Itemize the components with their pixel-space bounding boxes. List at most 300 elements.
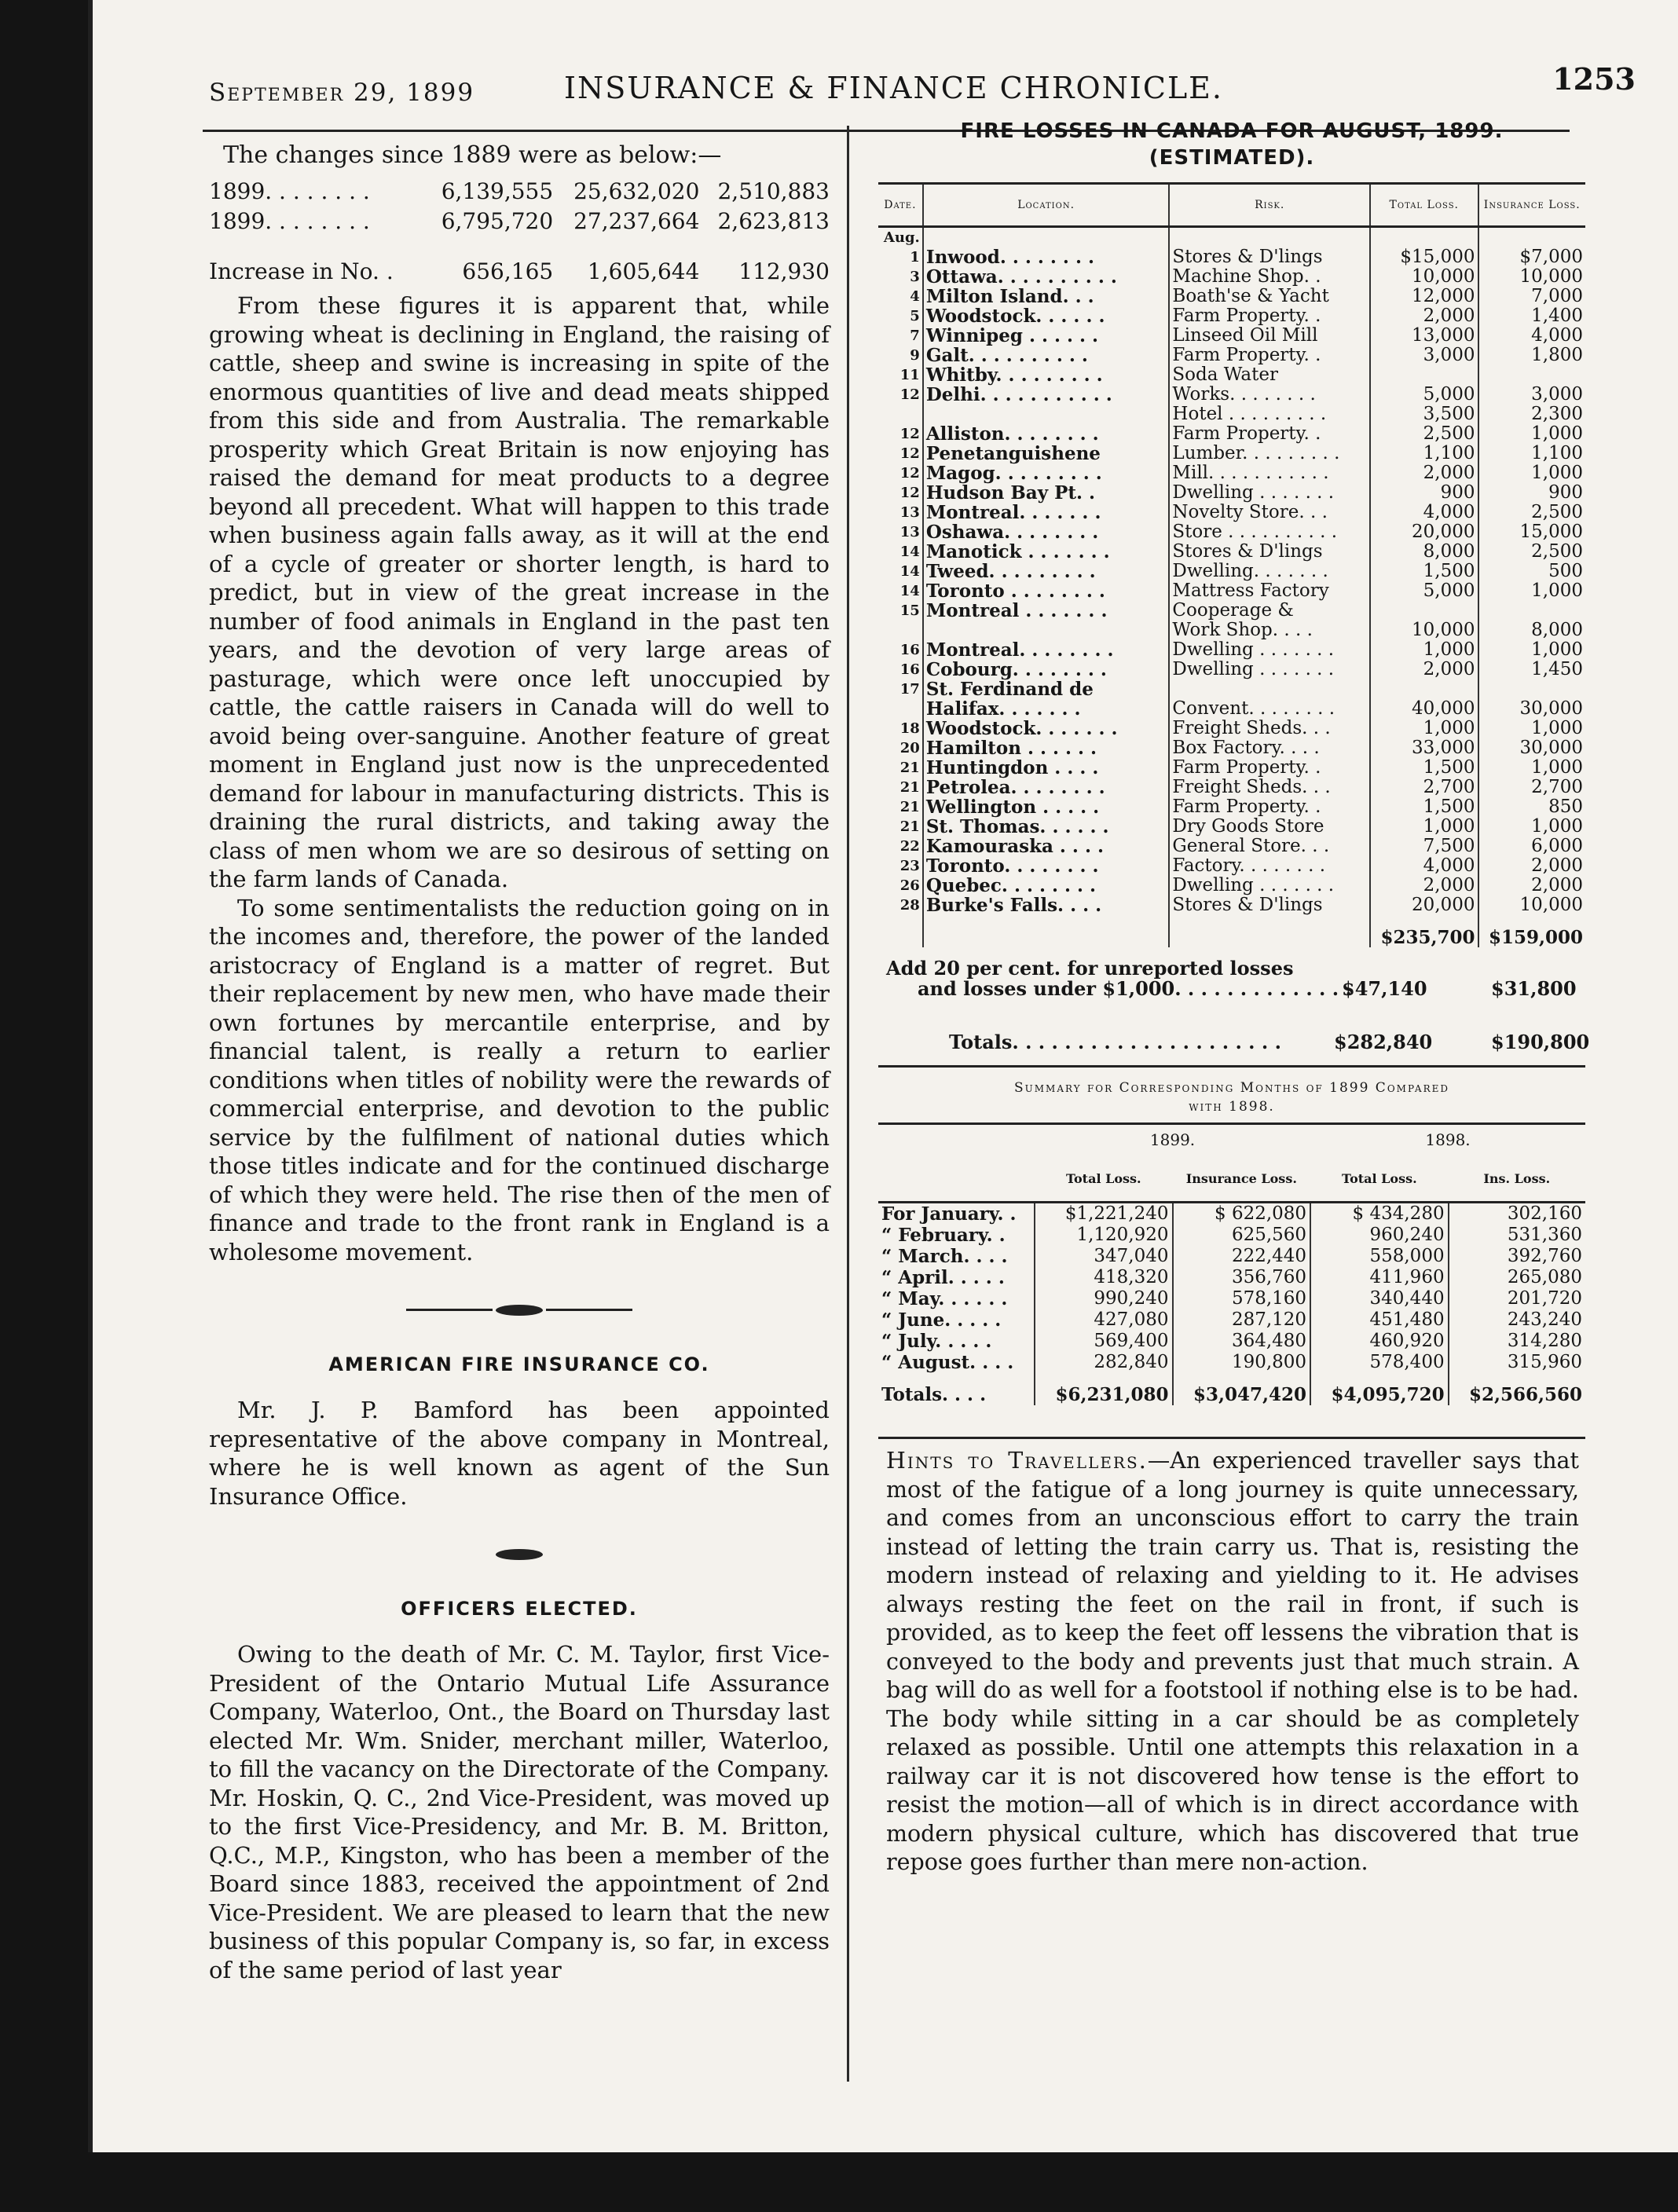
loss-cell-tl: 4,000 [1370, 856, 1478, 876]
changes-intro: The changes since 1889 were as below:— [223, 141, 722, 169]
loss-cell-il [1478, 679, 1585, 699]
loss-cell-risk: Soda Water [1169, 365, 1370, 385]
loss-cell-dt [878, 621, 923, 640]
loss-cell-risk: Boath'se & Yacht [1169, 287, 1370, 306]
summary-cell: 418,320 [1035, 1267, 1173, 1288]
loss-row [878, 621, 1585, 640]
loss-cell-risk: Convent. . . . . . . . [1169, 699, 1370, 719]
loss-cell-tl: 1,500 [1370, 562, 1478, 581]
loss-cell-il: 1,000 [1478, 758, 1585, 778]
left-column [209, 141, 830, 1984]
stats-cell: 2,510,883 [717, 178, 830, 204]
loss-row [878, 247, 1585, 267]
loss-row [878, 601, 1585, 621]
loss-cell-risk [1169, 679, 1370, 699]
loss-cell-il: 500 [1478, 562, 1585, 581]
loss-row [878, 581, 1585, 601]
loss-cell-loc: Petrolea. . . . . . . . [923, 778, 1170, 797]
loss-cell-loc [923, 621, 1170, 640]
paragraph-1: From these figures it is apparent that, while growing wheat is declining in England, the raising of cattle, sheep and swine is increasing in spite of the enormous quantities of live and dead meats shipped from this side and from Australia. The remarkable prosperity which Great Britain is now enjoying has raised the demand for meat products to a degree beyond all precedent. What will happen to this trade when business again falls away, as it will at the end of a cycle of greater or shorter length, is hard to predict, but in view of the great increase in the number of food animals in England in the past ten years, and the devotion of very large areas of pasturage, which were once left unoccupied by cattle, the cattle raisers in Canada will do well to avoid being over-sanguine. Another feature of great moment in England just now is the unprecedented demand for labour in manufacturing districts. This is draining the rural districts, and taking away the class of men whom we are so desirous of setting on the farm lands of Canada. [209, 292, 830, 892]
summary-row [878, 1225, 1585, 1246]
loss-cell-dt: 3 [910, 269, 920, 285]
add-line-1: Add 20 per cent. for unreported losses [886, 957, 1294, 980]
fire-losses-title-line2: (ESTIMATED). [1149, 146, 1315, 170]
summary-cell: 340,440 [1310, 1288, 1449, 1309]
loss-cell-loc: Manotick . . . . . . . [923, 542, 1170, 562]
summary-cell: 265,080 [1449, 1267, 1585, 1288]
fire-losses-table [878, 182, 1585, 947]
loss-cell-tl: 2,000 [1370, 463, 1478, 483]
loss-cell-il: 4,000 [1478, 326, 1585, 346]
add-total-loss: $47,140 [1342, 977, 1427, 1000]
subtotal-il: $159,000 [1478, 915, 1585, 947]
loss-row [878, 837, 1585, 856]
loss-cell-loc: Winnipeg . . . . . . [923, 326, 1170, 346]
loss-cell-loc: Quebec. . . . . . . . [923, 876, 1170, 895]
loss-cell-il: 2,300 [1478, 405, 1585, 424]
summary-table [878, 1122, 1585, 1405]
loss-cell-dt: 16 [899, 642, 920, 658]
loss-row [878, 778, 1585, 797]
loss-cell-il: 10,000 [1478, 267, 1585, 287]
summary-cell: 347,040 [1035, 1246, 1173, 1267]
summary-title [878, 1079, 1585, 1116]
loss-cell-tl: 4,000 [1370, 503, 1478, 522]
loss-cell-tl: 2,000 [1370, 306, 1478, 326]
summary-cell: “ June. . . . . [881, 1309, 1002, 1331]
loss-cell-tl: 5,000 [1370, 385, 1478, 405]
column-divider [847, 126, 849, 2082]
loss-cell-il: 1,000 [1478, 640, 1585, 660]
summary-cell: 569,400 [1035, 1331, 1173, 1352]
loss-cell-risk: Dwelling . . . . . . . [1169, 483, 1370, 503]
loss-row [878, 306, 1585, 326]
loss-row [878, 503, 1585, 522]
loss-cell-tl: 2,000 [1370, 660, 1478, 679]
fire-losses-title [878, 118, 1585, 171]
loss-cell-tl: 2,700 [1370, 778, 1478, 797]
loss-cell-loc: Woodstock. . . . . . . [923, 719, 1170, 738]
loss-cell-risk: Dwelling. . . . . . . [1169, 562, 1370, 581]
loss-row [878, 522, 1585, 542]
loss-cell-loc: Hudson Bay Pt. . [923, 483, 1170, 503]
loss-cell-il: 3,000 [1478, 385, 1585, 405]
summary-cell: “ May. . . . . . [881, 1288, 1008, 1309]
stats-cell: 27,237,664 [573, 208, 700, 234]
loss-cell-tl: $15,000 [1370, 247, 1478, 267]
loss-row [878, 640, 1585, 660]
increase-row [209, 237, 830, 287]
loss-cell-risk: Store . . . . . . . . . . [1169, 522, 1370, 542]
summary-cell: “ August. . . . [881, 1352, 1014, 1373]
loss-cell-tl: 2,000 [1370, 876, 1478, 895]
loss-cell-dt: 1 [910, 249, 920, 266]
loss-cell-loc: Magog. . . . . . . . . [923, 463, 1170, 483]
loss-cell-tl: 1,000 [1370, 640, 1478, 660]
header-date: September 29, 1899 [209, 79, 475, 107]
loss-cell-dt: 13 [899, 524, 920, 540]
american-heading: AMERICAN FIRE INSURANCE CO. [328, 1353, 710, 1375]
loss-cell-il: 1,000 [1478, 581, 1585, 601]
loss-cell-risk: Stores & D'lings [1169, 542, 1370, 562]
loss-cell-tl: 1,500 [1370, 758, 1478, 778]
loss-row [878, 738, 1585, 758]
loss-cell-tl [1370, 601, 1478, 621]
loss-row [878, 699, 1585, 719]
loss-cell-loc: Montreal. . . . . . . . [923, 640, 1170, 660]
summary-cell: $1,221,240 [1035, 1203, 1173, 1225]
loss-row [878, 287, 1585, 306]
loss-row [878, 895, 1585, 915]
summary-total-cell: $2,566,560 [1449, 1373, 1585, 1405]
loss-cell-il: 1,000 [1478, 463, 1585, 483]
loss-cell-il: 30,000 [1478, 738, 1585, 758]
summary-cell: 1,120,920 [1035, 1225, 1173, 1246]
totals-insurance-loss: $190,800 [1491, 1031, 1590, 1053]
loss-cell-tl [1370, 365, 1478, 385]
loss-cell-dt: 5 [910, 308, 920, 324]
loss-cell-dt: 28 [899, 897, 920, 914]
loss-cell-dt: 7 [910, 328, 920, 344]
loss-row [878, 679, 1585, 699]
col-risk: Risk. [1169, 184, 1370, 227]
summary-cell: 201,720 [1449, 1288, 1585, 1309]
summary-cell: 222,440 [1173, 1246, 1311, 1267]
summary-cell: 578,160 [1173, 1288, 1311, 1309]
add-line-2: and losses under $1,000. . . . . . . . . . . . . . [918, 977, 1352, 1000]
loss-cell-dt: 18 [899, 720, 920, 737]
summary-total-cell: $3,047,420 [1173, 1373, 1311, 1405]
loss-cell-dt: 21 [899, 779, 920, 796]
loss-cell-dt: 14 [899, 544, 920, 560]
loss-cell-tl: 1,000 [1370, 719, 1478, 738]
hints-heading: Hints to Travellers. [886, 1448, 1148, 1474]
hints-text: —An experienced traveller says that most of the fatigue of a long journey is quite unnecessary, and comes from an unconscious effort to carry the train instead of letting the train carry us. That is, resisting the modern instead of relaxing and yielding to it. He advises always resting the feet on the rail in front, if such is provided, as to keep the feet off lessens the vibration that is conveyed to the body and prevents just that much strain. A bag will do as well for a footstool if nothing else is to be had. The body while sitting in a car should be as completely relaxed as possible. Until one attempts this relaxation in a railway car it is not discovered how tense is the effort to resist the motion—all of which is in direct accordance with modern physical culture, which has discovered that true repose goes further than mere non-action. [886, 1448, 1579, 1875]
loss-cell-loc: Inwood. . . . . . . . [923, 247, 1170, 267]
loss-cell-dt: 12 [899, 445, 920, 462]
loss-cell-risk: Dwelling . . . . . . . [1169, 660, 1370, 679]
summary-cell: “ April. . . . . [881, 1267, 1005, 1288]
loss-cell-tl: 3,000 [1370, 346, 1478, 365]
loss-row [878, 267, 1585, 287]
loss-cell-il: 6,000 [1478, 837, 1585, 856]
loss-cell-loc: Milton Island. . . [923, 287, 1170, 306]
loss-cell-tl: 3,500 [1370, 405, 1478, 424]
loss-cell-risk: Mill. . . . . . . . . . . [1169, 463, 1370, 483]
loss-row [878, 542, 1585, 562]
summary-cell: For January. . [881, 1203, 1017, 1225]
summary-cell: 243,240 [1449, 1309, 1585, 1331]
loss-cell-loc: Oshawa. . . . . . . . [923, 522, 1170, 542]
header-title: INSURANCE & FINANCE CHRONICLE. [564, 71, 1223, 105]
col-insurance-loss: Insurance Loss. [1478, 184, 1585, 227]
loss-cell-risk: Dry Goods Store [1169, 817, 1370, 837]
ornament-divider [209, 1539, 830, 1568]
loss-cell-risk: Farm Property. . [1169, 797, 1370, 817]
loss-cell-dt: 16 [899, 661, 920, 678]
loss-cell-loc: Delhi. . . . . . . . . . . [923, 385, 1170, 405]
loss-cell-il: 2,000 [1478, 856, 1585, 876]
loss-cell-loc: Tweed. . . . . . . . . [923, 562, 1170, 581]
loss-row [878, 326, 1585, 346]
loss-cell-risk: Box Factory. . . . [1169, 738, 1370, 758]
loss-cell-dt [878, 699, 923, 719]
totals-total-loss: $282,840 [1334, 1031, 1433, 1053]
loss-row [878, 463, 1585, 483]
loss-cell-il: 8,000 [1478, 621, 1585, 640]
loss-cell-loc: Wellington . . . . . [923, 797, 1170, 817]
loss-cell-il: 850 [1478, 797, 1585, 817]
loss-cell-risk: Works. . . . . . . . [1169, 385, 1370, 405]
loss-cell-il: 1,400 [1478, 306, 1585, 326]
summary-row [878, 1246, 1585, 1267]
loss-cell-risk: Work Shop. . . . [1169, 621, 1370, 640]
loss-cell-loc: Toronto . . . . . . . . [923, 581, 1170, 601]
summary-row [878, 1352, 1585, 1373]
loss-cell-dt: 21 [899, 799, 920, 815]
loss-cell-risk: Hotel . . . . . . . . . [1169, 405, 1370, 424]
unreported-losses-line [878, 957, 1585, 1027]
summary-total-cell: $4,095,720 [1310, 1373, 1449, 1405]
loss-subtotal-row [878, 915, 1585, 947]
loss-row [878, 797, 1585, 817]
loss-cell-risk: Novelty Store. . . [1169, 503, 1370, 522]
loss-cell-il: 1,000 [1478, 424, 1585, 444]
page-header [93, 61, 1678, 108]
loss-cell-dt: 11 [899, 367, 920, 383]
loss-cell-risk: Farm Property. . [1169, 758, 1370, 778]
loss-cell-dt [878, 405, 923, 424]
loss-cell-il [1478, 365, 1585, 385]
loss-cell-risk: Dwelling . . . . . . . [1169, 876, 1370, 895]
summary-cell: 392,760 [1449, 1246, 1585, 1267]
summary-row [878, 1288, 1585, 1309]
stats-cell: 1899. . . . . . . . [209, 208, 370, 234]
loss-cell-tl: 1,500 [1370, 797, 1478, 817]
loss-row [878, 719, 1585, 738]
loss-cell-loc [923, 405, 1170, 424]
loss-cell-tl: 13,000 [1370, 326, 1478, 346]
summary-row [878, 1267, 1585, 1288]
loss-cell-risk: Factory. . . . . . . . [1169, 856, 1370, 876]
loss-cell-tl: 5,000 [1370, 581, 1478, 601]
loss-cell-risk: Farm Property. . [1169, 306, 1370, 326]
loss-cell-risk: Machine Shop. . [1169, 267, 1370, 287]
loss-cell-il: 2,000 [1478, 876, 1585, 895]
loss-row [878, 405, 1585, 424]
summary-cell: $ 622,080 [1173, 1203, 1311, 1225]
loss-cell-tl: 7,500 [1370, 837, 1478, 856]
loss-cell-loc: Ottawa. . . . . . . . . . [923, 267, 1170, 287]
loss-cell-dt: 12 [899, 485, 920, 501]
loss-cell-il: 1,000 [1478, 817, 1585, 837]
stats-cell: 1899. . . . . . . . [209, 178, 370, 204]
loss-cell-loc: Woodstock. . . . . . [923, 306, 1170, 326]
summary-totals-row [878, 1373, 1585, 1405]
loss-cell-risk: Farm Property. . [1169, 424, 1370, 444]
loss-cell-tl: 20,000 [1370, 522, 1478, 542]
summary-cell: 364,480 [1173, 1331, 1311, 1352]
totals-label: Totals. . . . . . . . . . . . . . . . . . . . . [949, 1031, 1281, 1053]
loss-cell-tl [1370, 679, 1478, 699]
loss-cell-il: 15,000 [1478, 522, 1585, 542]
year-1898: 1898. [1310, 1124, 1585, 1156]
sub-header: Ins. Loss. [1449, 1155, 1585, 1203]
loss-cell-loc: Whitby. . . . . . . . . [923, 365, 1170, 385]
loss-cell-dt: 14 [899, 563, 920, 580]
loss-cell-dt: 12 [899, 426, 920, 442]
loss-cell-loc: Montreal . . . . . . . [923, 601, 1170, 621]
subtotal-tl: $235,700 [1370, 915, 1478, 947]
loss-cell-il: 1,450 [1478, 660, 1585, 679]
loss-cell-dt: 13 [899, 504, 920, 521]
loss-cell-loc: Huntingdon . . . . [923, 758, 1170, 778]
officers-heading: OFFICERS ELECTED. [401, 1597, 638, 1620]
loss-cell-dt: 15 [899, 602, 920, 619]
hints-to-travellers [878, 1437, 1585, 1877]
loss-cell-risk: Lumber. . . . . . . . . [1169, 444, 1370, 463]
loss-row [878, 385, 1585, 405]
loss-cell-risk: Stores & D'lings [1169, 247, 1370, 267]
loss-cell-loc: St. Thomas. . . . . . [923, 817, 1170, 837]
loss-cell-risk: Mattress Factory [1169, 581, 1370, 601]
loss-cell-il: 1,100 [1478, 444, 1585, 463]
loss-cell-dt: 21 [899, 819, 920, 835]
loss-cell-risk: Freight Sheds. . . [1169, 719, 1370, 738]
loss-cell-loc: Hamilton . . . . . . [923, 738, 1170, 758]
stats-row [209, 207, 830, 237]
increase-cell: 656,165 [462, 258, 554, 284]
paragraph-2: To some sentimentalists the reduction going on in the incomes and, therefore, the power of the landed aristocracy of England is a matter of regret. But their replacement by new men, who have made their own fortunes by mercantile enterprise, and by financial talent, is really a return to earlier conditions when titles of nobility were the rewards of commercial enterprise, and devotion to the public service by the fulfilment of national duties which those titles indicate and for the continued discharge of which they were held. The rise then of the men of finance and trade to the front rank in England is a wholesome movement. [209, 894, 830, 1265]
fire-losses-title-line1: FIRE LOSSES IN CANADA FOR AUGUST, 1899. [960, 119, 1504, 143]
loss-cell-dt: 26 [899, 877, 920, 894]
summary-cell: 427,080 [1035, 1309, 1173, 1331]
loss-row [878, 365, 1585, 385]
loss-cell-loc: Penetanguishene [923, 444, 1170, 463]
loss-cell-tl: 40,000 [1370, 699, 1478, 719]
loss-row [878, 876, 1585, 895]
summary-cell: “ July. . . . . [881, 1331, 992, 1352]
month-label: Aug. [883, 229, 920, 246]
summary-cell: 282,840 [1035, 1352, 1173, 1373]
loss-cell-dt: 4 [910, 288, 920, 305]
loss-cell-tl: 900 [1370, 483, 1478, 503]
officers-text: Owing to the death of Mr. C. M. Taylor, first Vice-President of the Ontario Mutual Life Assurance Company, Waterloo, Ont., the Board on Thursday last elected Mr. Wm. Snider, merchant miller, Waterloo, to fill the vacancy on the Directorate of the Company. Mr. Hoskin, Q. C., 2nd Vice-President, was moved up to the first Vice-Presidency, and Mr. B. M. Britton, Q.C., M.P., Kingston, who has been a member of the Board since 1883, received the appointment of 2nd Vice-President. We are pleased to learn that the new business of this popular Company is, so far, in excess of the same period of last year [209, 1641, 830, 1983]
loss-cell-loc: Cobourg. . . . . . . . [923, 660, 1170, 679]
loss-cell-dt: 23 [899, 858, 920, 874]
loss-cell-tl: 10,000 [1370, 267, 1478, 287]
loss-cell-loc: Halifax. . . . . . . [923, 699, 1170, 719]
loss-row [878, 856, 1585, 876]
loss-cell-risk: Dwelling . . . . . . . [1169, 640, 1370, 660]
loss-cell-loc: Alliston. . . . . . . . [923, 424, 1170, 444]
summary-title-line1: Summary for Corresponding Months of 1899 Compared [1013, 1080, 1449, 1096]
stats-cell: 2,623,813 [717, 208, 830, 234]
loss-cell-risk: Stores & D'lings [1169, 895, 1370, 915]
loss-cell-dt: 22 [899, 838, 920, 855]
loss-cell-loc: Burke's Falls. . . . [923, 895, 1170, 915]
summary-cell: 314,280 [1449, 1331, 1585, 1352]
increase-cell: 112,930 [738, 258, 830, 284]
loss-cell-risk: Farm Property. . [1169, 346, 1370, 365]
loss-cell-tl: 8,000 [1370, 542, 1478, 562]
loss-cell-risk: Cooperage & [1169, 601, 1370, 621]
loss-cell-il: 2,700 [1478, 778, 1585, 797]
stats-cell: 6,139,555 [441, 178, 554, 204]
summary-cell: 356,760 [1173, 1267, 1311, 1288]
summary-cell: 460,920 [1310, 1331, 1449, 1352]
summary-row [878, 1309, 1585, 1331]
loss-cell-tl: 10,000 [1370, 621, 1478, 640]
loss-cell-tl: 1,000 [1370, 817, 1478, 837]
loss-cell-il: 7,000 [1478, 287, 1585, 306]
newspaper-page [88, 0, 1678, 2152]
col-date: Date. [878, 184, 923, 227]
summary-cell: 625,560 [1173, 1225, 1311, 1246]
stats-table [209, 177, 830, 287]
sub-header: Total Loss. [1310, 1155, 1449, 1203]
loss-row [878, 444, 1585, 463]
loss-cell-risk: General Store. . . [1169, 837, 1370, 856]
summary-cell: 287,120 [1173, 1309, 1311, 1331]
loss-cell-il: 2,500 [1478, 503, 1585, 522]
year-1899: 1899. [1035, 1124, 1310, 1156]
loss-cell-il: 10,000 [1478, 895, 1585, 915]
loss-cell-il: $7,000 [1478, 247, 1585, 267]
loss-cell-loc: Galt. . . . . . . . . . [923, 346, 1170, 365]
american-text: Mr. J. P. Bamford has been appointed representative of the above company in Montreal, where he is well known as agent of the Sun Insurance Office. [209, 1397, 830, 1510]
summary-cell: 578,400 [1310, 1352, 1449, 1373]
summary-cell: 411,960 [1310, 1267, 1449, 1288]
page-number: 1253 [1552, 61, 1636, 97]
loss-row [878, 817, 1585, 837]
stats-cell: 6,795,720 [441, 208, 554, 234]
loss-row [878, 483, 1585, 503]
loss-cell-risk: Freight Sheds. . . [1169, 778, 1370, 797]
loss-cell-il [1478, 601, 1585, 621]
loss-row [878, 660, 1585, 679]
loss-cell-loc: Toronto. . . . . . . . [923, 856, 1170, 876]
loss-row [878, 758, 1585, 778]
increase-cell: Increase in No. . [209, 258, 394, 284]
loss-cell-il: 1,800 [1478, 346, 1585, 365]
loss-row [878, 562, 1585, 581]
loss-cell-tl: 20,000 [1370, 895, 1478, 915]
summary-cell: 960,240 [1310, 1225, 1449, 1246]
loss-cell-dt: 20 [899, 740, 920, 756]
summary-cell: 302,160 [1449, 1203, 1585, 1225]
loss-cell-dt: 12 [899, 465, 920, 482]
col-location: Location. [923, 184, 1170, 227]
summary-total-cell: $6,231,080 [1035, 1373, 1173, 1405]
summary-cell: 315,960 [1449, 1352, 1585, 1373]
sub-header: Total Loss. [1035, 1155, 1173, 1203]
loss-cell-loc: St. Ferdinand de [923, 679, 1170, 699]
summary-cell: 531,360 [1449, 1225, 1585, 1246]
loss-cell-dt: 12 [899, 386, 920, 403]
summary-cell: “ March. . . . [881, 1246, 1008, 1267]
loss-cell-risk: Linseed Oil Mill [1169, 326, 1370, 346]
sub-header: Insurance Loss. [1173, 1155, 1311, 1203]
loss-row [878, 424, 1585, 444]
summary-cell: 990,240 [1035, 1288, 1173, 1309]
loss-cell-dt: 9 [910, 347, 920, 364]
loss-row [878, 346, 1585, 365]
summary-row [878, 1203, 1585, 1225]
loss-cell-dt: 21 [899, 760, 920, 776]
loss-cell-dt: 17 [899, 681, 920, 698]
summary-cell: $ 434,280 [1310, 1203, 1449, 1225]
